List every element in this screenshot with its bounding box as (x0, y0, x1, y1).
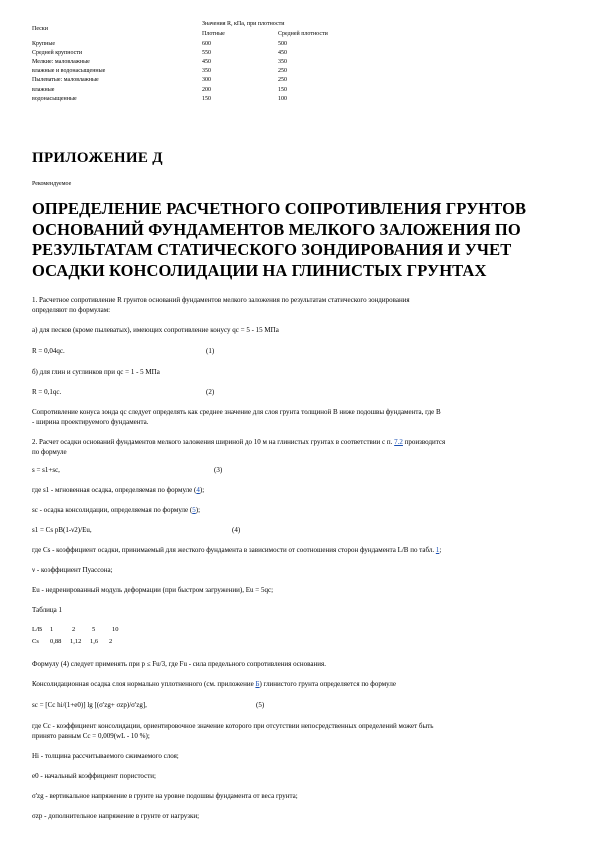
szp-definition: σzp - дополнительное напряжение в грунте от нагрузки; (32, 812, 200, 820)
sc-definition: sc - осадка консолидации, определяемая по формуле (5); (32, 506, 201, 514)
soil-resistance-table (32, 20, 372, 104)
value-medium: 250 (278, 77, 287, 84)
eu-definition: Eu - недренированный модуль деформации (при быстром загружении), Eu = 5qc; (32, 586, 274, 594)
table-1-cell: L/B (32, 626, 43, 633)
value-medium: 250 (278, 68, 287, 75)
link-appendix-b[interactable]: Б (255, 680, 260, 688)
value-medium: 500 (278, 40, 287, 47)
value-dense: 450 (202, 58, 211, 65)
table-row (32, 95, 372, 104)
table-row (32, 86, 372, 95)
value-dense: 550 (202, 49, 211, 56)
formula-5: sc = [Cc hi/(1+e0)] lg [(σ'zg+ σzp)/σ'zg], (32, 701, 147, 709)
table-1-cell: 1,12 (70, 638, 82, 645)
cone-paragraph-line-2: - ширина проектируемого фундамента. (32, 418, 149, 426)
table-header-row-3 (32, 30, 372, 39)
case-b-text: б) для глин и суглинков при qc = 1 - 5 МПа (32, 368, 160, 376)
cc-definition-line-1: где Cc - коэффициент консолидации, ориентировочное значение которого при отсутствии непосредственных определений может быть (32, 722, 434, 730)
formula-2-number: (2) (206, 388, 215, 396)
value-dense: 200 (202, 86, 211, 93)
soil-name: водонасыщенные (32, 95, 77, 102)
link-formula-4[interactable]: 4 (196, 486, 200, 494)
table-1-cell: 1,6 (90, 638, 99, 645)
value-dense: 350 (202, 68, 211, 75)
table-row (32, 58, 372, 67)
paragraph-2-line-2: по формуле (32, 448, 67, 456)
value-medium: 350 (278, 58, 287, 65)
value-dense: 150 (202, 95, 211, 102)
szg-definition: σ'zg - вертикальное напряжение в грунте на уровне подошвы фундамента от веса грунта; (32, 792, 298, 800)
header-soil: Пески (32, 26, 48, 33)
table-row (32, 76, 372, 85)
header-values: Значения R, кПа, при плотности (202, 21, 285, 27)
soil-name: Средней крупности (32, 49, 83, 56)
table-1-title: Таблица 1 (32, 606, 62, 614)
formula-3: s = s1+sc, (32, 466, 60, 474)
table-row (32, 49, 372, 58)
recommended-label: Рекомендуемое (32, 181, 72, 187)
paragraph-2-line-1: 2. Расчет осадки оснований фундаментов мелкого заложения шириной до 10 м на глинистых грунтах в соответствии с п. 7.2 производится (32, 438, 446, 446)
e0-definition: e0 - начальный коэффициент пористости; (32, 772, 156, 780)
formula-4: s1 = Cs pB(1-ν2)/Eu, (32, 526, 92, 534)
soil-name: влажные (32, 86, 55, 93)
consolidation-text: Консолидационная осадка слоя нормально уплотненного (см. приложение Б) глинистого грунта определяется по формуле (32, 680, 396, 688)
cs-definition: где Cs - коэффициент осадки, принимаемый для жесткого фундамента в зависимости от соотношения сторон фундамента L/B по табл. 1; (32, 546, 442, 554)
table-row (32, 40, 372, 49)
value-medium: 100 (278, 95, 287, 102)
appendix-title: ПРИЛОЖЕНИЕ Д (32, 150, 163, 166)
table-1-cell: 2 (109, 638, 113, 645)
soil-name: Крупные (32, 40, 56, 47)
formula-1-number: (1) (206, 347, 215, 355)
nu-definition: ν - коэффициент Пуассона; (32, 566, 113, 574)
formula-2: R = 0,1qc. (32, 388, 62, 396)
table-row (32, 67, 372, 76)
link-7-2[interactable]: 7.2 (394, 438, 403, 446)
header-medium: Средней плотности (278, 31, 328, 38)
soil-name: влажные и водонасыщенные (32, 68, 106, 75)
formula-4-number: (4) (232, 526, 241, 534)
header-dense: Плотные (202, 31, 225, 38)
soil-name: Пылеватые: маловлажные (32, 77, 99, 84)
formula-5-number: (5) (256, 701, 265, 709)
case-a-text: а) для песков (кроме пылеватых), имеющих сопротивление конусу qc = 5 - 15 МПа (32, 326, 279, 334)
hi-definition: Hi - толщина рассчитываемого сжимаемого слоя; (32, 752, 179, 760)
table-1-cell: 0,88 (50, 638, 62, 645)
value-dense: 600 (202, 40, 211, 47)
soil-name: Мелкие: маловлажные (32, 58, 90, 65)
formula-3-number: (3) (214, 466, 223, 474)
value-medium: 150 (278, 86, 287, 93)
main-title: ОПРЕДЕЛЕНИЕ РАСЧЕТНОГО СОПРОТИВЛЕНИЯ ГРУНТОВ ОСНОВАНИЙ ФУНДАМЕНТОВ МЕЛКОГО ЗАЛОЖЕНИЯ ПО РЕЗУЛЬТАТАМ СТАТИЧЕСКОГО ЗОНДИРОВАНИЯ И УЧЕТ ОСАДКИ КОНСОЛИДАЦИИ НА ГЛИНИСТЫХ ГРУНТАХ (32, 199, 527, 280)
table-1-cell: 10 (112, 626, 119, 633)
link-formula-5[interactable]: 5 (192, 506, 196, 514)
formula-4-note: Формулу (4) следует применять при p ≤ Fu/3, где Fu - сила предельного сопротивления основания. (32, 660, 326, 668)
table-1-cell: 5 (92, 626, 96, 633)
s1-definition: где s1 - мгновенная осадка, определяемая по формуле (4); (32, 486, 205, 494)
value-dense: 300 (202, 77, 211, 84)
paragraph-1-line-1: 1. Расчетное сопротивление R грунтов оснований фундаментов мелкого заложения по результатам статического зондирования (32, 296, 410, 304)
table-1-cell: 1 (50, 626, 54, 633)
link-table-1[interactable]: 1 (435, 546, 440, 554)
formula-1: R = 0,04qc. (32, 347, 65, 355)
table-1-cell: 2 (72, 626, 76, 633)
table-1-cell: Cs (32, 638, 39, 645)
value-medium: 450 (278, 49, 287, 56)
cc-definition-line-2: принято равным Cc = 0,009(wL - 10 %); (32, 732, 150, 740)
cone-paragraph-line-1: Сопротивление конуса зонда qc следует определять как среднее значение для слоя грунта толщиной B ниже подошвы фундамента, где B (32, 408, 441, 416)
paragraph-1-line-2: определяют по формулам: (32, 306, 111, 314)
